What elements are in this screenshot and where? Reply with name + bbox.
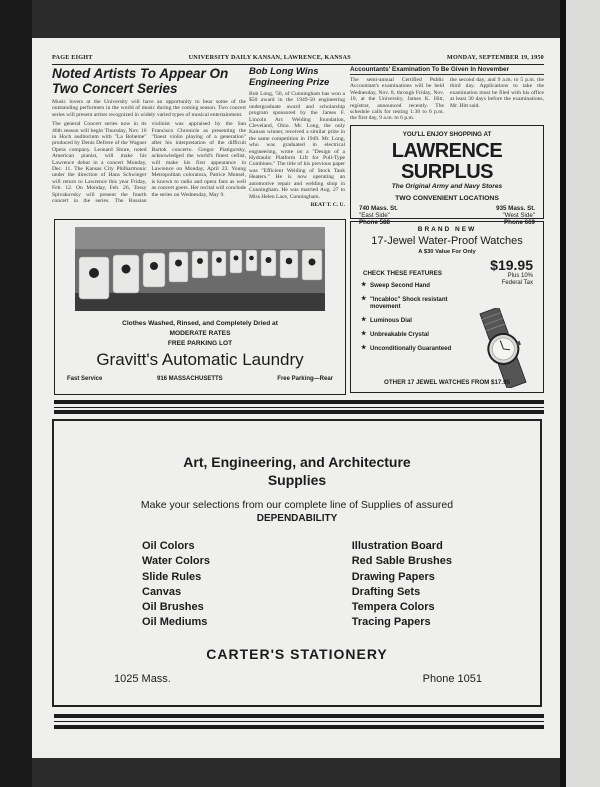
surplus-ad	[350, 125, 544, 226]
wristwatch-icon	[473, 308, 533, 388]
divider-rule	[54, 721, 544, 722]
supply-item: Oil Colors	[142, 540, 195, 552]
carter-items	[142, 539, 452, 631]
supply-item: Tempera Colors	[351, 601, 435, 614]
carter-title	[54, 453, 540, 489]
east-label: "East Side"	[359, 212, 390, 219]
carter-items-right	[352, 539, 452, 631]
carter-store-name: CARTER'S STATIONERY	[206, 646, 388, 662]
watch-other: OTHER 17 JEWEL WATCHES FROM $17.95	[384, 379, 510, 386]
paper-name: UNIVERSITY DAILY KANSAN, LAWRENCE, KANSAS	[188, 54, 351, 61]
supply-item: Red Sable Brushes	[351, 555, 452, 568]
surplus-tagline: YOU'LL ENJOY SHOPPING AT	[402, 131, 492, 138]
laundry-footer	[67, 376, 333, 382]
issue-date: MONDAY, SEPTEMBER 19, 1950	[446, 54, 544, 61]
east-address: 740 Mass. St.	[359, 205, 398, 212]
laundry-caption-2: MODERATE RATES	[169, 330, 231, 337]
laundry-caption-1: Clothes Washed, Rinsed, and Completely Dried at	[122, 320, 278, 327]
washing-machines-image	[75, 227, 325, 311]
newspaper-page	[32, 38, 560, 758]
accountants-headline: Accountants' Examination To Be Given In November	[350, 66, 544, 75]
supply-item: Tracing Papers	[351, 616, 431, 629]
west-address: 935 Mass. St.	[496, 205, 535, 212]
watch-price-block	[490, 258, 533, 287]
masthead	[52, 54, 544, 65]
laundry-name: Gravitt's Automatic Laundry	[96, 350, 304, 369]
carter-items-left	[142, 539, 210, 631]
carter-address: 1025 Mass.	[114, 673, 171, 685]
watch-title: 17-Jewel Water-Proof Watches	[371, 235, 523, 247]
bob-long-footer: BEAT T. C. U.	[310, 201, 345, 208]
divider-rule	[54, 407, 544, 408]
film-edge-right	[560, 0, 600, 787]
accountants-body-left: The semi-annual Certified Public Accountant's examinations will be held Wednesday, Nov. 8, through Friday, Nov. 10, at the University, James K. Hitt, registrar, announced recently. The schedule calls for testing 1:30 to 6 p.m. the first day, 9 a.m. to 6 p.m.	[350, 77, 444, 122]
article-accountants	[350, 66, 544, 122]
watch-brand-new: BRAND NEW	[417, 226, 477, 233]
article-concerts	[52, 66, 246, 205]
carter-phone: Phone 1051	[422, 673, 482, 685]
watch-tax-2: Federal Tax	[501, 280, 533, 286]
surplus-logo: LAWRENCE SURPLUS	[391, 140, 503, 183]
laundry-caption-3: FREE PARKING LOT	[167, 340, 233, 347]
page-number: PAGE EIGHT	[52, 54, 93, 61]
supply-item: Oil Mediums	[142, 616, 208, 629]
east-phone: Phone 588	[359, 219, 390, 226]
supply-item: Water Colors	[142, 555, 211, 568]
carter-title-1: Art, Engineering, and Architecture	[183, 454, 411, 470]
watch-value: A $30 Value For Only	[418, 249, 476, 255]
divider-rule	[54, 714, 544, 718]
laundry-photo	[75, 227, 325, 311]
bob-long-headline: Bob Long Wins Engineering Prize	[249, 66, 330, 88]
laundry-address: 916 MASSACHUSETTS	[156, 376, 223, 382]
laundry-parking: Free Parking—Rear	[277, 376, 333, 382]
laundry-caption	[55, 319, 345, 349]
surplus-locations: TWO CONVENIENT LOCATIONS	[395, 195, 499, 202]
carter-title-2: Supplies	[267, 472, 327, 488]
laundry-ad	[54, 219, 346, 395]
divider-rule	[54, 410, 544, 414]
feature-item: ★ Unbreakable Crystal	[361, 331, 471, 338]
concerts-headline: Noted Artists To Appear On Two Concert Series	[52, 66, 229, 96]
carter-ad	[52, 419, 542, 707]
watch-price: $19.95	[490, 257, 533, 273]
carter-line-2: DEPENDABILITY	[256, 513, 338, 524]
watch-tax-1: Plus 10%	[507, 273, 533, 279]
supply-item: Drafting Sets	[351, 585, 421, 598]
carter-line-1: Make your selections from our complete line of Supplies of assured	[140, 499, 454, 511]
supply-item: Canvas	[142, 585, 182, 598]
laundry-service: Fast Service	[67, 376, 103, 382]
watch-features	[361, 282, 471, 359]
supply-item: Illustration Board	[351, 540, 443, 552]
feature-item: ★ Unconditionally Guaranteed	[361, 345, 471, 352]
west-label: "West Side"	[502, 212, 535, 219]
supply-item: Drawing Papers	[351, 570, 435, 583]
surplus-subtitle: The Original Army and Navy Stores	[391, 183, 503, 190]
article-bob-long	[249, 66, 345, 208]
concerts-body: The general Concert series now in its 46th season will begin Thursday, Nov. 16 in Hoch auditorium with "La Boheme" produced by Denis Defrere of the Wagner Opera company. Leonard Shure, noted American pianist, will make his Lawrence debut in a concert Monday, Dec. 11. The Kansas City Philharmonic under the direction of Hans Schwieger will return to Lawrence this year Friday, Feb. 12. On Monday, Feb. 26, Tossy Spivakovsky will present the fourth concert in the series. The Russian violinist was appraised by the San Francisco Chronicle as presenting the "finest violin playing of a generation" after his interpretation of the difficult Bartok concerto. Gregor Piatigorsky, acknowledged the world's finest cellist, will make his first appearance in Lawrence on Monday, April 23. Young Metropolitan coloratura, Patrice Munsel, is known to radio and opera fans as well as concert goers. Her recital will conclude the series on Wednesday, May 9.	[52, 121, 246, 205]
film-edge-left	[0, 0, 32, 787]
feature-item: ★ "Incabloc" Shock resistant movement	[361, 296, 471, 310]
watch-ad	[350, 221, 544, 393]
divider-rule	[54, 725, 544, 729]
west-phone: Phone 669	[504, 219, 535, 226]
accountants-body-right: the second day, and 9 a.m. to 5 p.m. the third day. Applications to take the examination must be filed with his office at least 30 days before the examinations, Mr. Hitt said.	[450, 77, 544, 109]
supply-item: Oil Brushes	[142, 601, 204, 614]
bob-long-body: Bob Long, '50, of Cunningham has won a $50 award in the 1949-50 engineering undergraduate award and scholarship program sponsored by the James F. Lincoln Arc Welding foundation, Cleveland, Ohio. Mr. Long, the only Kansas winner, received a similar prize in the same competition in 1949. Mr. Long, who was graduated in electrical engineering, wrote on a "Design of a Hydraulic Platform Lift for Pull-Type Combines." The title of his previous paper was "Efficient Welding of Stock Tank Heaters." He is now operating an automotive repair and welding shop in Cunningham. He was married Aug. 27 to Miss Helen Lace, Cunningham.	[249, 91, 345, 200]
concerts-lead: Music lovers at the University will have an opportunity to hear some of the outstanding performers in the world of music during the coming season. Two concert series will present artists recognized in widely varied types of musical entertainment.	[52, 99, 246, 118]
watch-check: CHECK THESE FEATURES	[363, 270, 442, 277]
supply-item: Slide Rules	[142, 570, 202, 583]
divider-rule	[54, 400, 544, 404]
feature-item: ★ Luminous Dial	[361, 317, 471, 324]
feature-item: ★ Sweep Second Hand	[361, 282, 471, 289]
